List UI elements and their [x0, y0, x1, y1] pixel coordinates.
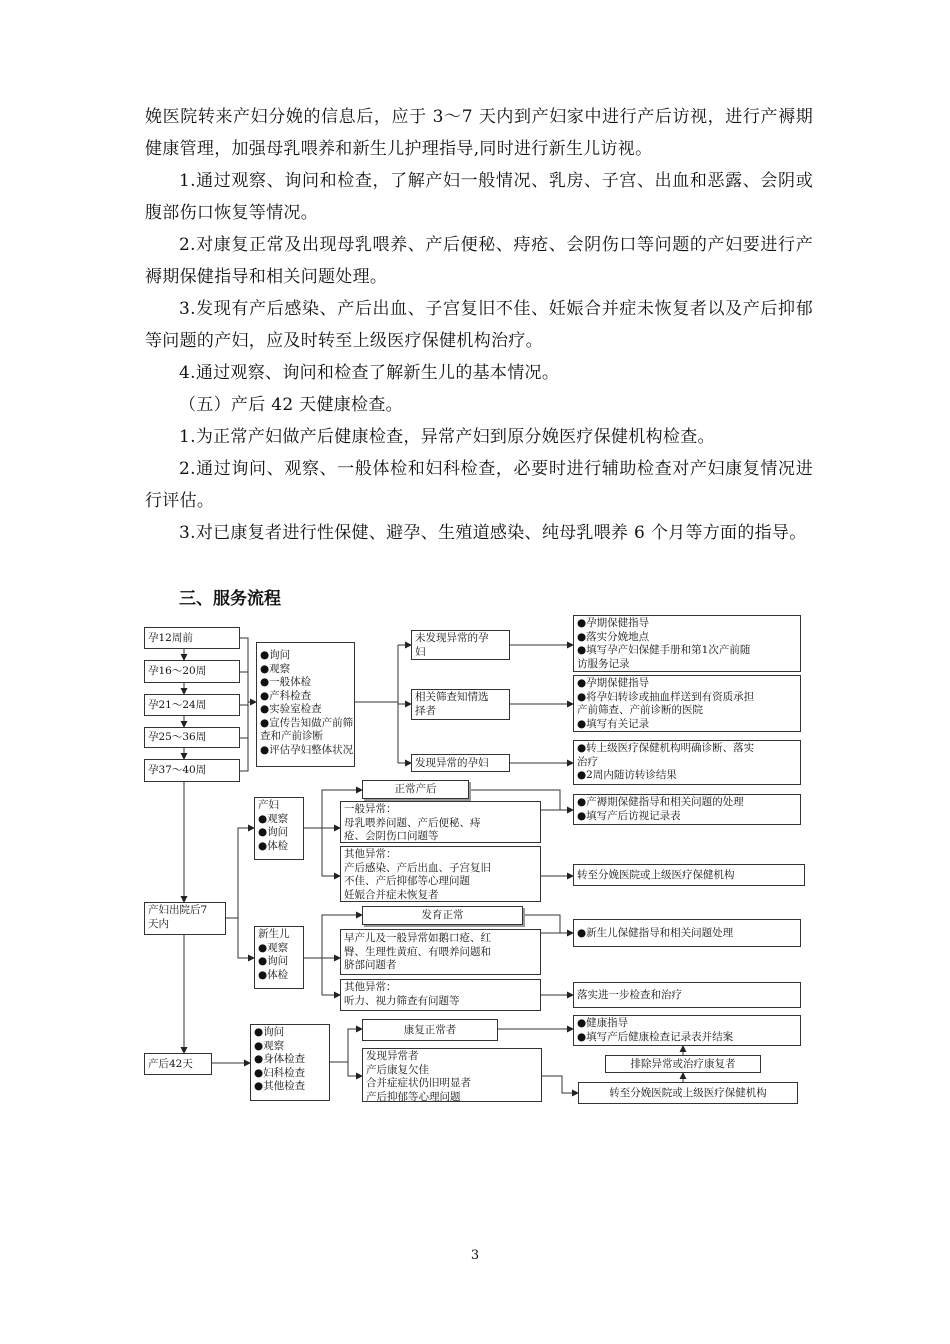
- action-line: 访服务记录: [577, 657, 630, 670]
- general-line: 臀、生理性黄疸、有喂养问题和: [344, 945, 491, 958]
- outcome-screening-choice: [411, 689, 510, 720]
- stage-box: 孕12周前: [144, 627, 240, 649]
- action-line: ●产褥期保健指导和相关问题的处理: [577, 796, 744, 808]
- check-item: ●实验室检查: [260, 703, 322, 715]
- action-line: ●2周内随访转诊结果: [577, 769, 677, 781]
- action-line: ●将孕妇转诊或抽血样送到有资质承担: [577, 690, 755, 703]
- newborn-general-abnormal-box: [340, 929, 541, 975]
- newborn-line: ●体检: [258, 968, 289, 981]
- subsection-title: （五）产后 42 天健康检查。: [179, 395, 403, 415]
- action-line: ●填写产后健康检查记录表并结案: [577, 1030, 734, 1043]
- mother-general-action-box: [573, 794, 801, 825]
- visit-line: 产妇出院后7: [148, 904, 208, 916]
- check-item: ●询问: [254, 1026, 285, 1038]
- general-line: 母乳喂养问题、产后便秘、痔: [344, 816, 481, 829]
- other-line: 不佳、产后抑郁等心理问题: [344, 875, 470, 887]
- stage-box: 孕16～20周: [144, 660, 240, 683]
- outcome-line: 妇: [415, 645, 426, 658]
- day42-refer-box: 转至分娩医院或上级医疗保健机构: [578, 1082, 798, 1104]
- action-line: 产前筛查、产前诊断的医院: [577, 704, 703, 716]
- stage-box: 孕37～40周: [144, 759, 240, 782]
- newborn-other-abnormal-box: [340, 979, 541, 1011]
- day42-box: 产后42天: [144, 1053, 212, 1075]
- action-abnormal: [573, 740, 801, 785]
- other-line: 妊娠合并症未恢复者: [344, 888, 439, 901]
- action-line: ●孕期保健指导: [577, 677, 650, 689]
- action-line: ●填写孕产妇保健手册和第1次产前随: [577, 644, 751, 656]
- paragraph-checkup-2: 2.通过询问、观察、一般体检和妇科检查，必要时进行辅助检查对产妇康复情况进行评估。: [145, 459, 813, 511]
- abnormal-line: 产后康复欠佳: [366, 1063, 429, 1076]
- mother-line: ●体检: [258, 839, 289, 852]
- check-item: ●询问: [260, 649, 291, 661]
- outcome-line: 发现异常的孕妇: [415, 757, 489, 769]
- day42-abnormal-box: [362, 1048, 542, 1102]
- outcome-line: 择者: [415, 704, 436, 717]
- general-line: 一般异常：: [344, 803, 397, 815]
- newborn-general-action-box: ●新生儿保健指导和相关问题处理: [573, 919, 801, 947]
- general-line: 疮、会阴伤口问题等: [344, 830, 439, 842]
- action-no-abnormal: [573, 615, 801, 672]
- action-line: ●落实分娩地点: [577, 630, 650, 643]
- other-line: 产后感染、产后出血、子宫复旧: [344, 861, 491, 874]
- check-item: ●产科检查: [260, 689, 312, 702]
- outcome-abnormal: [411, 754, 510, 772]
- action-line: 治疗: [577, 755, 598, 768]
- newborn-normal-box: 发育正常: [362, 906, 523, 925]
- other-line: 听力、视力筛查有问题等: [344, 994, 460, 1007]
- mother-other-abnormal-box: [340, 846, 541, 902]
- mother-normal-box: 正常产后: [362, 780, 469, 799]
- mother-line: ●询问: [258, 826, 289, 838]
- action-line: ●转上级医疗保健机构明确诊断、落实: [577, 742, 755, 754]
- visit-line: 天内: [148, 917, 169, 930]
- check-item: ●评估孕妇整体状况: [260, 743, 354, 756]
- section-heading: 三、服务流程: [179, 589, 281, 609]
- paragraph-item-2: 2.对康复正常及出现母乳喂养、产后便秘、痔疮、会阴伤口等问题的产妇要进行产褥期保健指导和相关问题处理。: [145, 235, 813, 287]
- check-item: 查和产前诊断: [260, 730, 323, 742]
- mother-box: [254, 797, 304, 860]
- check-item: ●其他检查: [254, 1080, 306, 1092]
- newborn-line: 新生儿: [258, 928, 290, 940]
- action-screening-choice: [573, 675, 801, 732]
- other-line: 其他异常：: [344, 981, 397, 993]
- day42-normal-box: 康复正常者: [362, 1019, 498, 1041]
- mother-line: 产妇: [258, 799, 279, 811]
- mother-general-abnormal-box: [340, 801, 541, 843]
- action-line: ●健康指导: [577, 1017, 629, 1029]
- check-item: ●观察: [254, 1039, 285, 1052]
- day42-checks-box: [250, 1024, 330, 1101]
- newborn-box: [254, 926, 304, 989]
- abnormal-line: 合并症症状仍旧明显者: [366, 1077, 471, 1089]
- check-item: ●宣传告知做产前筛: [260, 716, 354, 729]
- paragraph-checkup-1: 1.为正常产妇做产后健康检查，异常产妇到原分娩医疗保健机构检查。: [179, 427, 715, 447]
- general-line: 早产儿及一般异常如鹅口疮、红: [344, 932, 491, 944]
- check-item: ●观察: [260, 662, 291, 675]
- action-line: ●填写产后访视记录表: [577, 809, 681, 822]
- abnormal-line: 产后抑郁等心理问题: [366, 1090, 461, 1102]
- postpartum-visit-box: [144, 902, 226, 935]
- mother-line: ●观察: [258, 812, 289, 825]
- newborn-line: ●观察: [258, 941, 289, 954]
- paragraph-item-3: 3.发现有产后感染、产后出血、子宫复旧不佳、妊娠合并症未恢复者以及产后抑郁等问题的产妇，应及时转至上级医疗保健机构治疗。: [145, 299, 813, 351]
- check-item: ●妇科检查: [254, 1066, 306, 1079]
- abnormal-line: 发现异常者: [366, 1050, 419, 1062]
- stage-box: 孕21～24周: [144, 694, 240, 716]
- paragraph-continuation: 娩医院转来产妇分娩的信息后，应于 3～7 天内到产妇家中进行产后访视，进行产褥期健康管理，加强母乳喂养和新生儿护理指导,同时进行新生儿访视。: [145, 107, 813, 159]
- day42-normal-action-box: [573, 1015, 801, 1046]
- action-line: ●孕期保健指导: [577, 617, 650, 629]
- prenatal-checks-box: [256, 642, 355, 767]
- outcome-line: 相关筛查知情选: [415, 691, 489, 703]
- paragraph-item-1: 1.通过观察、询问和检查，了解产妇一般情况、乳房、子宫、出血和恶露、会阴或腹部伤口恢复等情况。: [145, 171, 813, 223]
- other-line: 其他异常：: [344, 848, 397, 860]
- newborn-other-action-box: 落实进一步检查和治疗: [573, 982, 801, 1008]
- mother-other-action-box: 转至分娩医院或上级医疗保健机构: [573, 864, 805, 886]
- general-line: 脐部问题者: [344, 959, 397, 971]
- outcome-line: 未发现异常的孕: [415, 632, 489, 644]
- action-line: ●填写有关记录: [577, 717, 650, 730]
- page-number: 3: [470, 1248, 480, 1263]
- paragraph-item-4: 4.通过观察、询问和检查了解新生儿的基本情况。: [179, 363, 560, 383]
- stage-box: 孕25～36周: [144, 727, 240, 748]
- outcome-no-abnormal: [411, 630, 510, 660]
- day42-exclude-box: 排除异常或治疗康复者: [605, 1055, 761, 1073]
- newborn-line: ●询问: [258, 955, 289, 967]
- paragraph-checkup-3: 3.对已康复者进行性保健、避孕、生殖道感染、纯母乳喂养 6 个月等方面的指导。: [179, 523, 807, 543]
- check-item: ●身体检查: [254, 1053, 306, 1065]
- check-item: ●一般体检: [260, 676, 312, 688]
